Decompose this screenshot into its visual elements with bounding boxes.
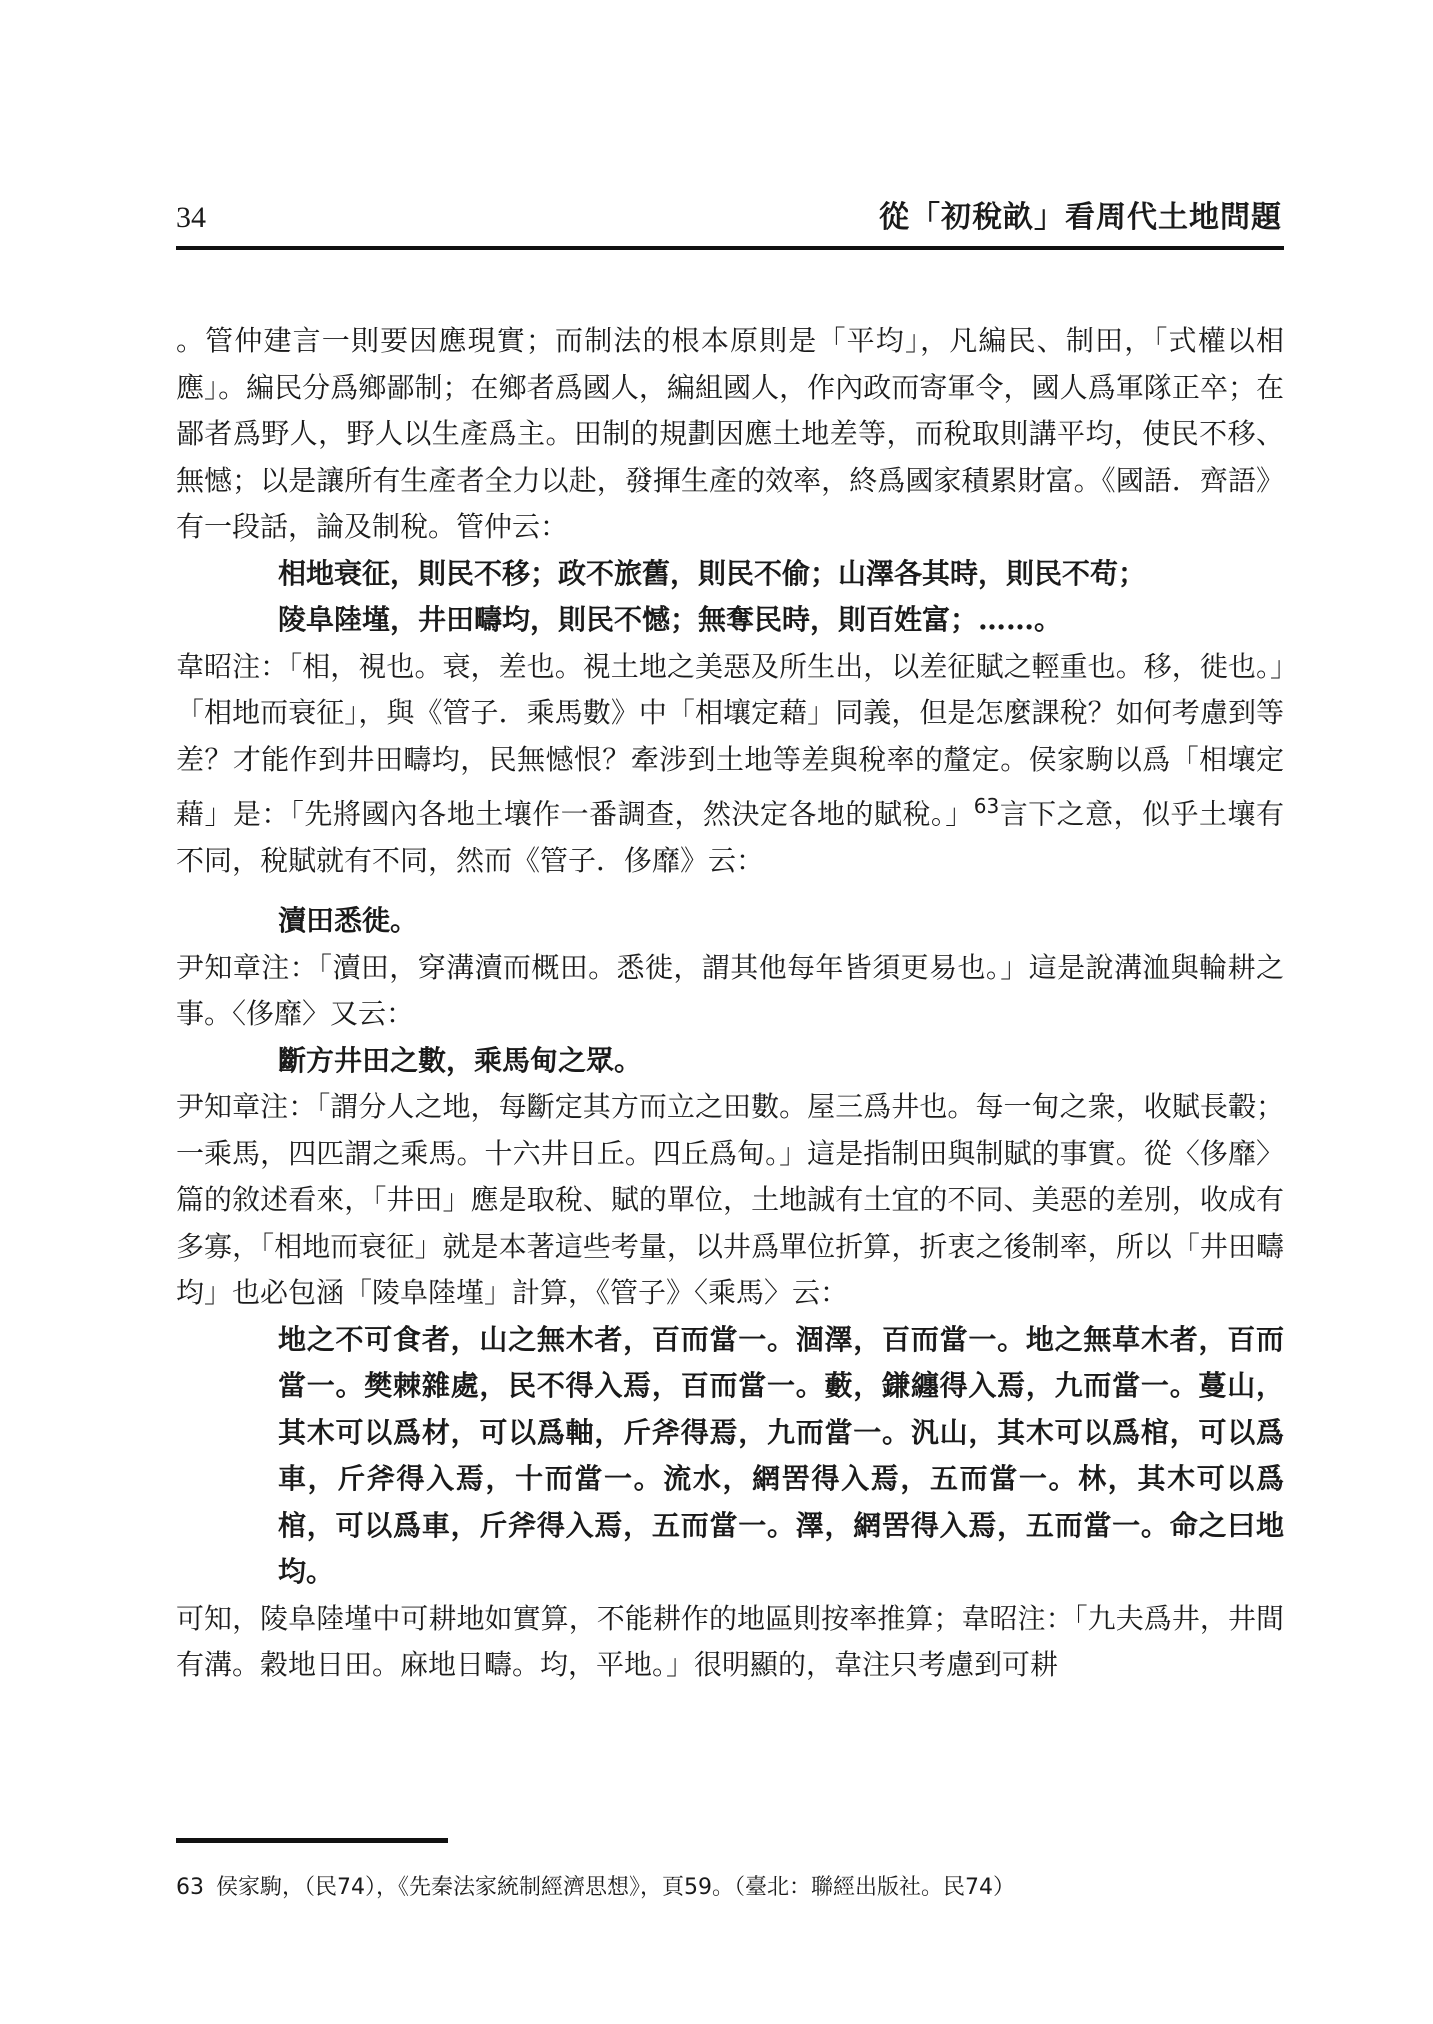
quote-1-line-2: 陵阜陸墐，井田疇均，則民不憾；無奪民時，則百姓富；……。 (278, 603, 1063, 636)
paragraph-2-text-a: 韋昭注：「相，視也。衰，差也。視土地之美惡及所生出，以差征賦之輕重也。移，徙也。」「相地而衰征」，與《管子．乘馬數》中「相壤定藉」同義，但是怎麼課稅？如何考慮到等差？才能作到井田疇均，民無憾恨？牽涉到土地等差與稅率的釐定。侯家駒以爲「相壤定藉」是：「先將國內各地土壤作一番調查，然決定各地的賦稅。」 (176, 649, 1284, 831)
page-number: 34 (176, 201, 206, 234)
footnote-mark: 63 (176, 1875, 204, 1900)
header-rule (176, 246, 1284, 250)
paragraph-4: 尹知章注：「謂分人之地，每斷定其方而立之田數。屋三爲井也。每一甸之衆，收賦長轂；一乘馬，四匹謂之乘馬。十六井日丘。四丘爲甸。」這是指制田與制賦的事實。從〈侈靡〉篇的敘述看來，「井田」應是取稅、賦的單位，土地誠有土宜的不同、美惡的差別，收成有多寡，「相地而衰征」就是本著這些考量，以井爲單位折算，折衷之後制率，所以「井田疇均」也必包涵「陵阜陸墐」計算，《管子》〈乘馬〉云： (176, 1090, 1284, 1310)
footnote-text: 侯家駒，（民74），《先秦法家統制經濟思想》，頁59。（臺北：聯經出版社。民74） (216, 1875, 1015, 1900)
quote-4: 地之不可食者，山之無木者，百而當一。涸澤，百而當一。地之無草木者，百而當一。樊棘雜處，民不得入焉，百而當一。藪，鎌纏得入焉，九而當一。蔓山，其木可以爲材，可以爲軸，斤斧得焉，九而當一。汎山，其木可以爲棺，可以爲車，斤斧得入焉，十而當一。流水，網罟得入焉，五而當一。林，其木可以爲棺，可以爲車，斤斧得入焉，五而當一。澤，網罟得入焉，五而當一。命之曰地均。 (278, 1322, 1284, 1589)
quote-2: 瀆田悉徙。 (278, 904, 419, 938)
paragraph-2 (176, 644, 1284, 885)
paragraph-2-text-b: 言下之意，似乎土壤有不同，稅賦就有不同，然而《管子．侈靡》云： (176, 797, 1284, 877)
footnote-rule (176, 1838, 448, 1843)
body-text (176, 318, 1284, 1689)
quote-1-line-1: 相地衰征，則民不移；政不旅舊，則民不偷；山澤各其時，則民不苟； (278, 556, 1147, 590)
paragraph-1: 。管仲建言一則要因應現實；而制法的根本原則是「平均」，凡編民、制田，「式權以相應」。編民分爲鄉鄙制；在鄉者爲國人，編組國人，作內政而寄軍令，國人爲軍隊正卒；在鄙者爲野人，野人以生產爲主。田制的規劃因應土地差等，而稅取則講平均，使民不移、無憾；以是讓所有生產者全力以赴，發揮生產的效率，終爲國家積累財富。《國語．齊語》有一段話，論及制稅。管仲云： (176, 324, 1284, 543)
quote-3: 斷方井田之數，乘馬甸之眾。 (278, 1043, 643, 1077)
running-title: 從「初稅畝」看周代土地問題 (879, 200, 1282, 235)
paragraph-3: 尹知章注：「瀆田，穿溝瀆而概田。悉徙，謂其他每年皆須更易也。」這是說溝洫與輪耕之事。〈侈靡〉又云： (176, 950, 1284, 1031)
footnote (176, 1872, 1284, 1904)
page-header (176, 198, 1282, 238)
footnote-reference[interactable]: 63 (973, 794, 1000, 818)
paragraph-5: 可知，陵阜陸墐中可耕地如實算，不能耕作的地區則按率推算；韋昭注：「九夫爲井，井間有溝。穀地日田。麻地日疇。均，平地。」很明顯的，韋注只考慮到可耕 (176, 1601, 1284, 1682)
spacer (176, 884, 1284, 898)
